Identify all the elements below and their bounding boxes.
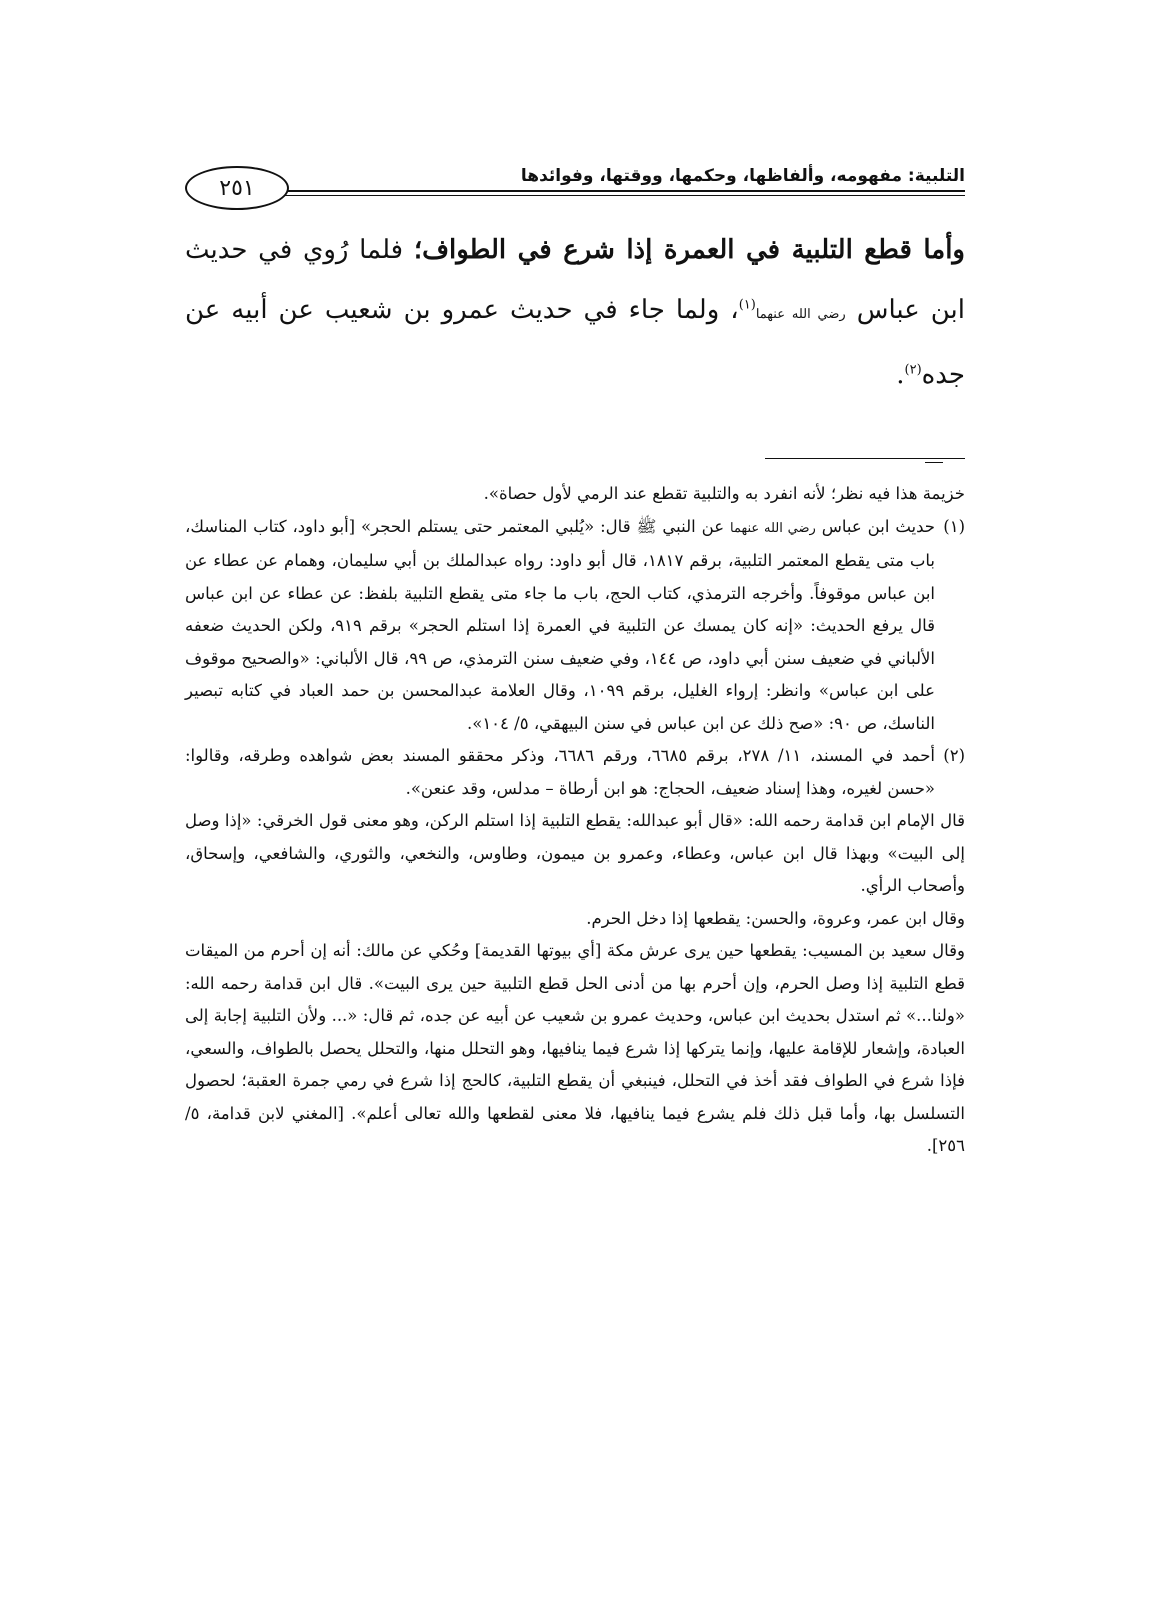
header-rule-thin (255, 195, 965, 196)
footnote-1-number: (١) (943, 516, 965, 536)
footnote-ref-2[interactable]: (٢) (904, 362, 922, 378)
running-title: التلبية: مفهومه، وألفاظها، وحكمها، ووقتها، وفوائدها (520, 166, 965, 186)
page-number: ٢٥١ (185, 166, 289, 210)
footnote-1-text-b: عن النبي ﷺ قال: «يُلبي المعتمر حتى يستلم الحجر» [أبو داود، كتاب المناسك، باب متى يقطع المعتمر التلبية، برقم ١٨١٧، قال أبو داود: رواه عبدالملك بن أبي سليمان، وهمام عن عطاء عن ابن عباس موقوفاً. وأخرجه الترمذي، كتاب الحج، باب ما جاء متى يقطع التلبية بلفظ: عن عطاء عن ابن عباس قال يرفع الحديث: «إنه كان يمسك عن التلبية في العمرة إذا استلم الحجر» برقم ٩١٩، ولكن الحديث ضعفه الألباني في ضعيف سنن أبي داود، ص ١٤٤، وفي ضعيف سنن الترمذي، ص ٩٩، قال الألباني: «والصحيح موقوف على ابن عباس» وانظر: إرواء الغليل، برقم ١٠٩٩، وقال العلامة عبدالمحسن بن حمد العباد في كتابه تبصير الناسك، ص ٩٠: «صح ذلك عن ابن عباس في سنن البيهقي، ٥/ ١٠٤». (185, 516, 936, 733)
main-lead: وأما قطع التلبية في العمرة إذا شرع في الطواف؛ (413, 235, 965, 265)
footnote-2 (185, 740, 965, 805)
honorific: رضي الله عنهما (755, 307, 846, 322)
footnote-continuation: خزيمة هذا فيه نظر؛ لأنه انفرد به والتلبية تقطع عند الرمي لأول حصاة». (483, 484, 965, 503)
footnote-2-number: (٢) (943, 746, 966, 765)
footnote-paragraph-3: وقال سعيد بن المسيب: يقطعها حين يرى عرش مكة [أي بيوتها القديمة] وحُكي عن مالك: أنه إن أحرم من الميقات قطع التلبية إذا وصل الحرم، وإن أحرم بها من أدنى الحل قطع التلبية حين يرى البيت». قال ابن قدامة رحمه الله: «ولنا...» ثم استدل بحديث ابن عباس، وحديث عمرو بن شعيب عن أبيه عن جده، ثم قال: «... ولأن التلبية إجابة إلى العبادة، وإشعار للإقامة عليها، وإنما يتركها إذا شرع فيما ينافيها، وهو التحلل منها، والتحلل يحصل بالطواف، والسعي، فإذا شرع في الطواف فقد أخذ في التحلل، فينبغي أن يقطع التلبية، كالحج إذا شرع في رمي جمرة العقبة؛ لحصول التسلسل بها، وأما قبل ذلك فلم يشرع فيما ينافيها، فلا معنى لقطعها والله تعالى أعلم». [المغني لابن قدامة، ٥/ ٢٥٦]. (185, 941, 965, 1155)
footnote-2-text: أحمد في المسند، ١١/ ٢٧٨، برقم ٦٦٨٥، ورقم ٦٦٨٦، وذكر محققو المسند بعض شواهده وطرقه، وقالوا: «حسن لغيره، وهذا إسناد ضعيف، الحجاج: هو ابن أرطاة – مدلس، وقد عنعن». (185, 746, 936, 798)
footnote-1-text-a: حديث ابن عباس (815, 516, 935, 536)
main-text (185, 220, 965, 405)
footnote-separator-short (925, 462, 943, 463)
main-end: . (896, 360, 905, 390)
footnote-1 (185, 511, 965, 741)
footnote-ref-1[interactable]: (١) (738, 297, 756, 313)
footnote-separator (765, 458, 965, 459)
header-rule (255, 190, 965, 192)
honorific: رضي الله عنهما (730, 520, 816, 536)
page-header (185, 162, 965, 212)
main-part2: ، ولما جاء في حديث عمرو بن شعيب عن أبيه عن جده (185, 295, 965, 390)
footnote-paragraph-1: قال الإمام ابن قدامة رحمه الله: «قال أبو عبدالله: يقطع التلبية إذا استلم الركن، وهو معنى قول الخرقي: «إذا وصل إلى البيت» وبهذا قال ابن عباس، وعطاء، وعمرو بن ميمون، وطاوس، والنخعي، والثوري، والشافعي، وإسحاق، وأصحاب الرأي. (185, 811, 965, 895)
main-part1: فلما رُوي في حديث ابن عباس (185, 235, 965, 325)
footnote-paragraph-2: وقال ابن عمر، وعروة، والحسن: يقطعها إذا دخل الحرم. (586, 908, 965, 928)
footnotes (185, 478, 965, 1163)
